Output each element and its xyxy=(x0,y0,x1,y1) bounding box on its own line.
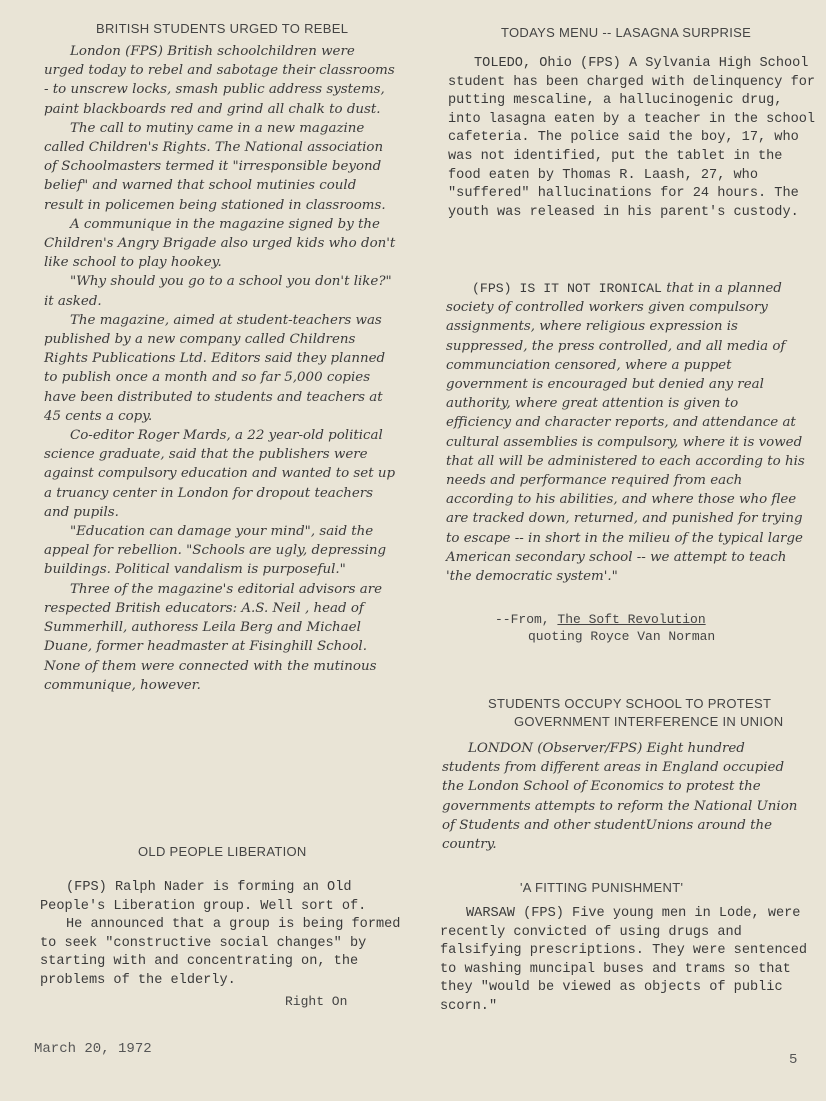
rebel-paragraph-3: A communique in the magazine signed by the Children's Angry Brigade also urged kids who don't like school to play hookey. xyxy=(44,216,396,271)
page-number: 5 xyxy=(789,1052,798,1068)
occupy-headline-line-1: STUDENTS OCCUPY SCHOOL TO PROTEST xyxy=(488,696,772,711)
rebel-paragraph-5: The magazine, aimed at student-teachers was published by a new company called Childrens Rights Publications Ltd. Editors said they planned to publish once a month and so far 5,000 copies have been distributed to students and teachers at 45 cents a copy. xyxy=(44,312,386,424)
ironical-credit xyxy=(495,611,706,629)
rebel-paragraph-4: "Why should you go to a school you don't like?" it asked. xyxy=(44,274,392,309)
occupy-paragraph-1: LONDON (Observer/FPS) Eight hundred students from different areas in England occupied the London School of Economics to protest the governments attempts to reform the National Union of Students and other studentUnions around the country. xyxy=(442,741,798,853)
credit-title: The Soft Revolution xyxy=(557,612,706,627)
rebel-paragraph-8: Three of the magazine's editorial advisors are respected British educators: A.S. Neil , head of Summerhill, authoress Leila Berg and Michael Duane, former headmaster at Fisinghill School. None of them were connected with the mutinous communique, however. xyxy=(44,581,383,693)
ironical-body: that in a planned society of controlled workers given compulsory assignments, where religious expression is suppressed, the press controlled, and all media of communciation censored, where a puppet government is encouraged but denied any real authority, where great attention is given to efficiency and character reports, and attendance at cultural assemblies is compulsory, where it is vowed that all will be administered to each according to his needs and performance required from each according to his abilities, and where those who flee are tracked down, returned, and punished for trying to escape -- in short in the milieu of the typical large American secondary school -- we attempt to teach 'the democratic system'." xyxy=(446,281,805,585)
elderly-headline: OLD PEOPLE LIBERATION xyxy=(138,844,307,859)
menu-paragraph-1: TOLEDO, Ohio (FPS) A Sylvania High School student has been charged with delinquency for putting mescaline, a hallucinogenic drug, into lasagna eaten by a teacher in the school cafeteria. The police said the boy, 17, who was not identified, put the tablet in the food eaten by Thomas R. Laash, 27, who "suffered" hallucinations for 24 hours. The youth was released in his parent's custody. xyxy=(448,56,816,220)
elderly-paragraph-1: (FPS) Ralph Nader is forming an Old People's Liberation group. Well sort of. xyxy=(40,880,367,914)
ironical-credit-source: quoting Royce Van Norman xyxy=(528,629,716,644)
occupy-article xyxy=(442,739,802,854)
rebel-article xyxy=(44,42,396,695)
elderly-paragraph-2: He announced that a group is being formed to seek "constructive social changes" by starting with and concentrating on, the problems of the elderly. xyxy=(40,917,401,988)
rebel-paragraph-2: The call to mutiny came in a new magazine called Children's Rights. The National association of Schoolmasters termed it "irresponsible beyond belief" and warned that school mutinies could result in policemen being stationed in classrooms. xyxy=(44,120,386,213)
ironical-lead: (FPS) IS IT NOT IRONICAL xyxy=(472,281,662,296)
punishment-article xyxy=(440,905,810,1017)
rebel-paragraph-7: "Education can damage your mind", said the appeal for rebellion. "Schools are ugly, depressing buildings. Political vandalism is purposeful." xyxy=(44,524,387,578)
elderly-article xyxy=(40,879,412,991)
punishment-paragraph-1: WARSAW (FPS) Five young men in Lode, were recently convicted of using drugs and falsifying prescriptions. They were sentenced to washing muncipal buses and trams so that they "would be viewed as objects of public scorn." xyxy=(440,906,808,1014)
rebel-headline: BRITISH STUDENTS URGED TO REBEL xyxy=(96,21,349,36)
ironical-article xyxy=(446,279,806,586)
dateline: March 20, 1972 xyxy=(34,1041,152,1057)
rebel-paragraph-1: London (FPS) British schoolchildren were urged today to rebel and sabotage their classrooms - to unscrew locks, smash public address systems, paint blackboards red and grind all chalk to dust. xyxy=(44,44,395,117)
ironical-paragraph xyxy=(446,279,806,586)
occupy-headline-line-2: GOVERNMENT INTERFERENCE IN UNION xyxy=(514,714,784,729)
menu-article xyxy=(448,55,816,222)
elderly-credit: Right On xyxy=(285,994,348,1009)
credit-prefix: --From, xyxy=(495,612,550,627)
rebel-paragraph-6: Co-editor Roger Mards, a 22 year-old political science graduate, said that the publishers were against compulsory education and wanted to set up a truancy center in London for dropout teachers and pupils. xyxy=(44,428,396,520)
menu-headline: TODAYS MENU -- LASAGNA SURPRISE xyxy=(501,25,752,40)
punishment-headline: 'A FITTING PUNISHMENT' xyxy=(520,880,684,895)
